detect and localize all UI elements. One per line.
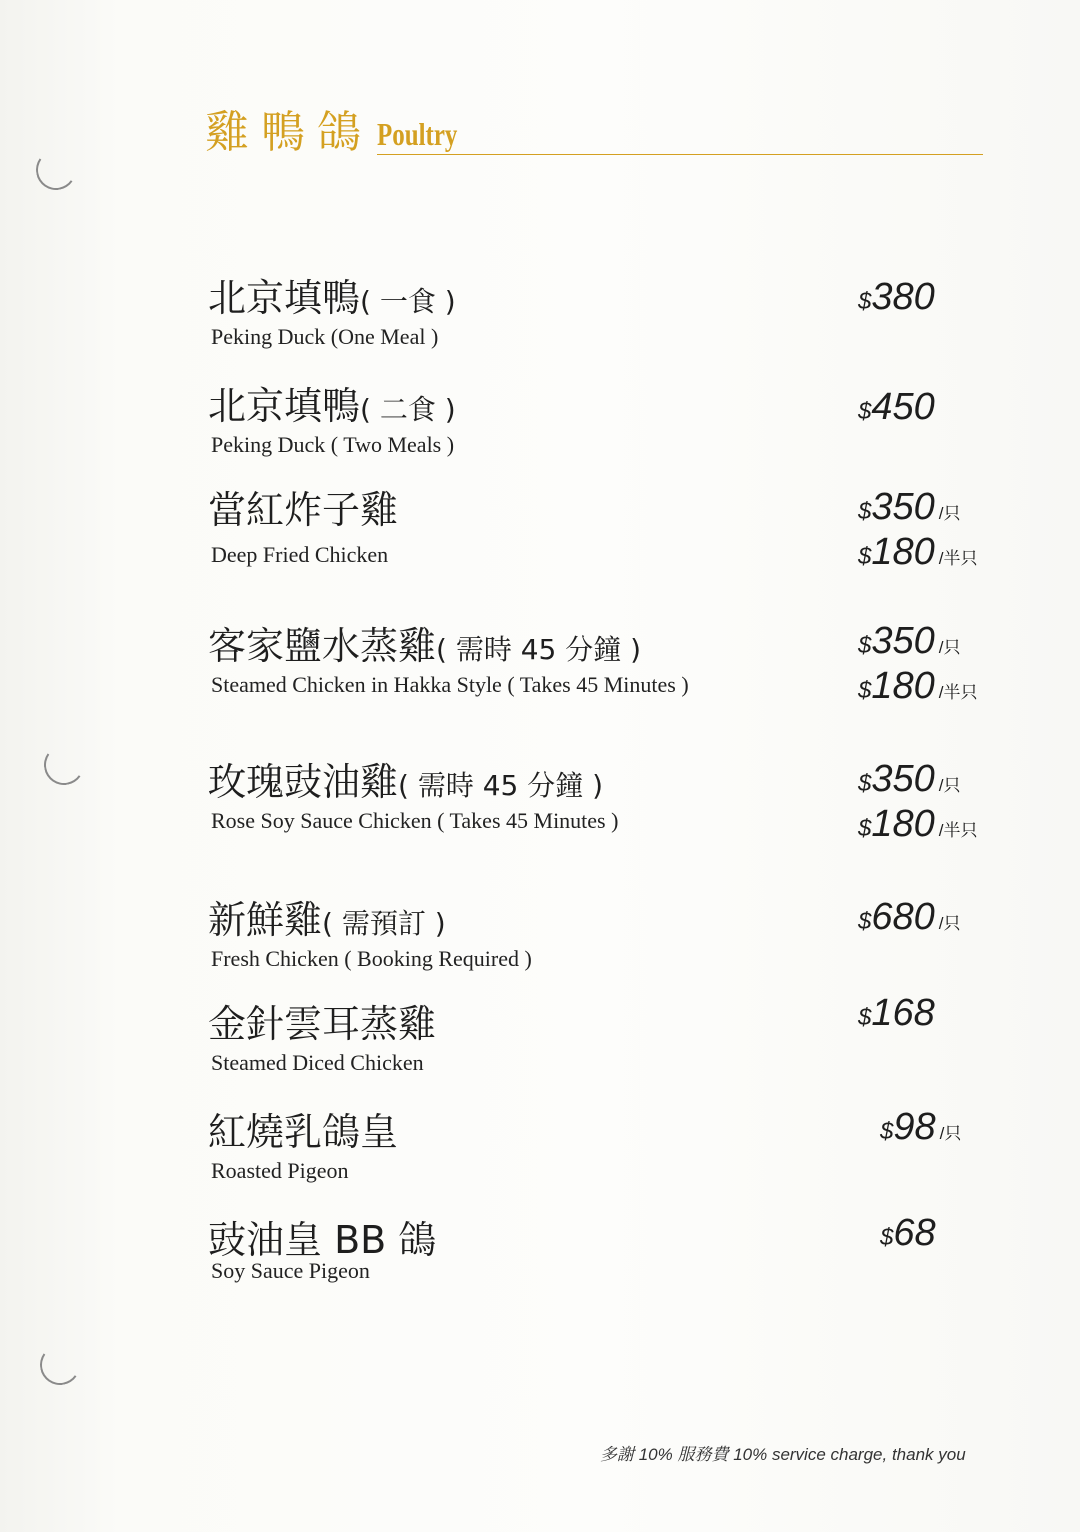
item-note-chinese: ( 二食 )	[360, 393, 456, 426]
section-title-chinese: 雞鴨鴿	[205, 107, 373, 158]
service-charge-note: 多謝 10% 服務費 10% service charge, thank you	[600, 1445, 966, 1464]
item-price-half: $180 /半只	[858, 665, 978, 707]
item-price-group	[858, 760, 1018, 850]
item-price-group	[880, 1108, 1040, 1153]
section-header	[205, 108, 985, 158]
header-divider	[377, 154, 983, 155]
item-price: $450	[858, 386, 935, 428]
item-name-english: Steamed Chicken in Hakka Style ( Takes 45 Minutes )	[211, 672, 689, 697]
item-name-english: Peking Duck ( Two Meals )	[211, 432, 455, 457]
item-price: $680 /只	[858, 896, 961, 938]
item-name-chinese: 紅燒乳鴿皇	[208, 1110, 399, 1154]
item-price-half: $180 /半只	[858, 803, 978, 845]
item-price-whole: $350 /只	[858, 758, 961, 800]
item-price-group	[858, 994, 1018, 1039]
item-name-english: Deep Fried Chicken	[211, 542, 389, 567]
item-note-chinese: ( 一食 )	[360, 285, 456, 318]
item-name-english: Soy Sauce Pigeon	[211, 1258, 370, 1283]
item-price-group	[858, 898, 1018, 943]
item-name-chinese: 豉油皇 BB 鴿	[208, 1218, 437, 1262]
item-price-group	[858, 488, 1018, 578]
item-name-chinese: 北京填鴨( 一食 )	[208, 276, 456, 320]
item-name-chinese: 客家鹽水蒸雞( 需時 45 分鐘 )	[208, 624, 642, 668]
item-name-english: Rose Soy Sauce Chicken ( Takes 45 Minutes )	[211, 808, 619, 833]
item-price-group	[858, 622, 1018, 712]
item-price: $168	[858, 992, 935, 1034]
item-price: $98 /只	[880, 1106, 962, 1148]
item-note-chinese: ( 需預訂 )	[322, 907, 446, 940]
item-price-group	[880, 1214, 1040, 1259]
item-note-chinese: ( 需時 45 分鐘 )	[436, 633, 642, 666]
item-name-english: Peking Duck (One Meal )	[211, 324, 439, 349]
item-price-group	[858, 388, 1018, 433]
item-note-chinese: ( 需時 45 分鐘 )	[398, 769, 604, 802]
item-name-chinese: 新鮮雞( 需預訂 )	[208, 898, 446, 942]
item-price-whole: $350 /只	[858, 486, 961, 528]
item-name-chinese: 當紅炸子雞	[208, 488, 399, 532]
item-price-group	[858, 278, 1018, 323]
item-name-chinese: 玫瑰豉油雞( 需時 45 分鐘 )	[208, 760, 604, 804]
item-name-english: Steamed Diced Chicken	[211, 1050, 424, 1075]
item-name-chinese: 金針雲耳蒸雞	[208, 1002, 437, 1046]
item-price: $380	[858, 276, 935, 318]
item-name-english: Fresh Chicken ( Booking Required )	[211, 946, 532, 971]
item-name-english: Roasted Pigeon	[211, 1158, 349, 1183]
item-name-chinese: 北京填鴨( 二食 )	[208, 384, 456, 428]
section-title-english: Poultry	[377, 116, 458, 152]
item-price-half: $180 /半只	[858, 531, 978, 573]
item-price-whole: $350 /只	[858, 620, 961, 662]
item-price: $68	[880, 1212, 936, 1254]
